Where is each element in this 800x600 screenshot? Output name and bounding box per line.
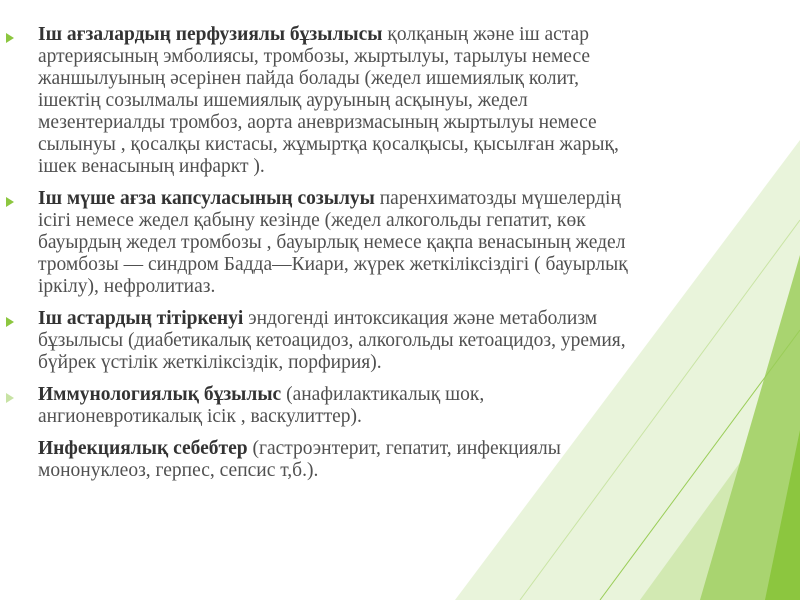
triangle-bullet-icon — [6, 197, 14, 207]
text-line: артериясының эмболиясы, тромбозы, жыртылуы, тарылуы немесе — [38, 46, 590, 67]
text-line: мезентериалды тромбоз, аорта аневризмасының жыртылуы немесе — [38, 112, 597, 133]
text-line: Іш астардың тітіркенуі эндогенді интоксикация және метаболизм — [38, 308, 598, 329]
bullet-heading: Инфекциялық себебтер — [38, 438, 253, 459]
text-line: Іш ағзалардың перфузиялы бұзылысы қолқаның және іш астар — [38, 24, 589, 45]
bullet-heading: Іш мүше ағза капсуласының созылуы — [38, 188, 380, 209]
bullet-item-infectious — [0, 438, 740, 482]
triangle-bullet-icon — [6, 393, 14, 403]
text-line: бұзылысы (диабетикалық кетоацидоз, алкогольды кетоацидоз, уремия, — [38, 330, 626, 351]
text-line: тромбозы — синдром Бадда—Киари, жүрек жеткіліксіздігі ( бауырлық — [38, 254, 628, 275]
text-line: Инфекциялық себебтер (гастроэнтерит, гепатит, инфекциялы — [38, 438, 561, 459]
text-line: бауырдың жедел тромбозы , бауырлық немесе қақпа венасының жедел — [38, 232, 626, 253]
text-line: сылынуы , қосалқы кистасы, жұмыртқа қосалқысы, қысылған жарық, — [38, 134, 619, 155]
text-line: ісігі немесе жедел қабыну кезінде (жедел алкогольды гепатит, көк — [38, 210, 586, 231]
text-line: ішектің созылмалы ишемиялық ауруының асқынуы, жедел — [38, 90, 528, 111]
text-line: бүйрек үстілік жеткіліксіздік, порфирия). — [38, 352, 382, 373]
bullet-item-perfusion — [0, 24, 740, 178]
bullet-heading: Иммунологиялық бұзылыс — [38, 384, 287, 405]
bullet-heading: Іш астардың тітіркенуі — [38, 308, 249, 329]
text-line: Иммунологиялық бұзылыс (анафилактикалық шок, — [38, 384, 485, 405]
slide-body — [0, 24, 740, 482]
bullet-heading: Іш ағзалардың перфузиялы бұзылысы — [38, 24, 388, 45]
triangle-bullet-icon — [6, 33, 14, 43]
text-line: мононуклеоз, герпес, сепсис т,б.). — [38, 460, 319, 481]
bullet-item-peritoneal-irritation — [0, 308, 740, 374]
text-line: жаншылуының әсерінен пайда болады (жедел ишемиялық колит, — [38, 68, 579, 89]
bullet-item-capsule-stretch — [0, 188, 740, 298]
text-line: іркілу), нефролитиаз. — [38, 276, 216, 297]
text-line: Іш мүше ағза капсуласының созылуы паренхиматозды мүшелердің — [38, 188, 621, 209]
bullet-item-immunological — [0, 384, 740, 428]
text-line: ангионевротикалық ісік , васкулиттер). — [38, 406, 362, 427]
triangle-bullet-icon — [6, 317, 14, 327]
text-line: ішек венасының инфаркт ). — [38, 156, 265, 177]
